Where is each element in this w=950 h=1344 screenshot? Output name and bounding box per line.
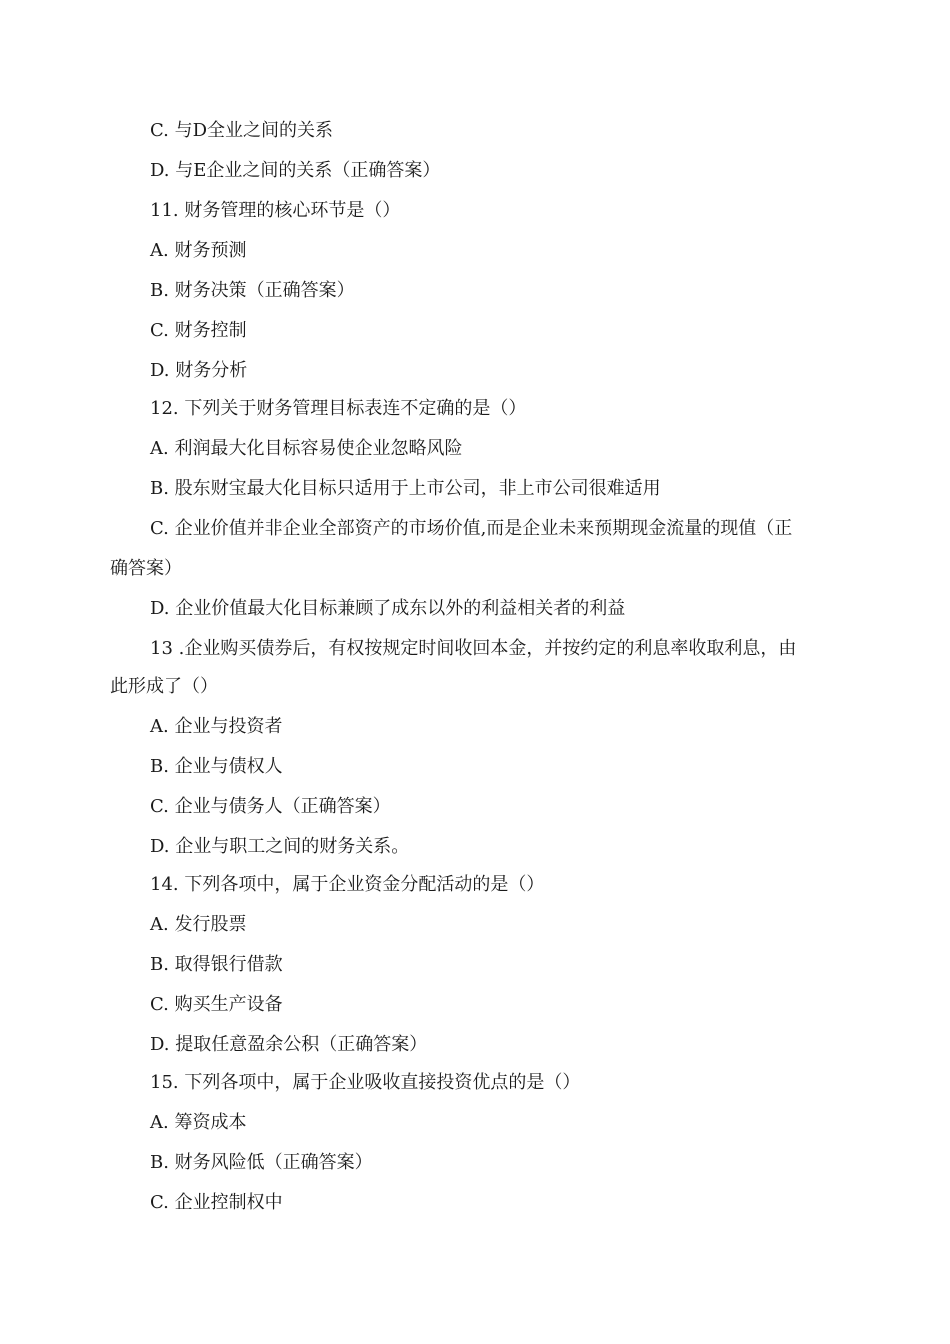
- option-c-q11: C. 财务控制: [150, 320, 247, 341]
- question-15: 15. 下列各项中，属于企业吸收直接投资优点的是（）: [150, 1072, 581, 1093]
- option-a-q13: A. 企业与投资者: [150, 716, 283, 737]
- option-c-q13: C. 企业与债务人（正确答案）: [150, 796, 391, 817]
- option-d-q12: D. 企业价值最大化目标兼顾了成东以外的利益相关者的利益: [150, 598, 626, 619]
- option-b-q14: B. 取得银行借款: [150, 954, 283, 975]
- option-c-q10: C. 与D全业之间的关系: [150, 120, 334, 141]
- option-c-q15: C. 企业控制权中: [150, 1192, 283, 1213]
- option-d-q10: D. 与E企业之间的关系（正确答案）: [150, 160, 441, 181]
- option-c-q12-line1: C. 企业价值并非企业全部资产的市场价值,而是企业未来预期现金流量的现值（正: [150, 518, 793, 539]
- option-a-q12: A. 利润最大化目标容易使企业忽略风险: [150, 438, 463, 459]
- option-b-q13: B. 企业与债权人: [150, 756, 283, 777]
- option-d-q13: D. 企业与职工之间的财务关系。: [150, 836, 410, 857]
- option-d-q11: D. 财务分析: [150, 360, 248, 381]
- option-a-q14: A. 发行股票: [150, 914, 247, 935]
- option-c-q12-line2: 确答案）: [110, 558, 182, 579]
- option-d-q14: D. 提取任意盈余公积（正确答案）: [150, 1034, 428, 1055]
- option-c-q14: C. 购买生产设备: [150, 994, 283, 1015]
- question-13-line1: 13 .企业购买债券后，有权按规定时间收回本金，并按约定的利息率收取利息，由: [150, 638, 797, 659]
- question-14: 14. 下列各项中，属于企业资金分配活动的是（）: [150, 874, 545, 895]
- option-b-q11: B. 财务决策（正确答案）: [150, 280, 355, 301]
- question-13-line2: 此形成了（）: [110, 676, 218, 697]
- question-11: 11. 财务管理的核心环节是（）: [150, 200, 401, 221]
- option-b-q12: B. 股东财宝最大化目标只适用于上市公司，非上市公司很难适用: [150, 478, 661, 499]
- option-a-q11: A. 财务预测: [150, 240, 247, 261]
- option-b-q15: B. 财务风险低（正确答案）: [150, 1152, 373, 1173]
- question-12: 12. 下列关于财务管理目标表连不定确的是（）: [150, 398, 527, 419]
- option-a-q15: A. 筹资成本: [150, 1112, 247, 1133]
